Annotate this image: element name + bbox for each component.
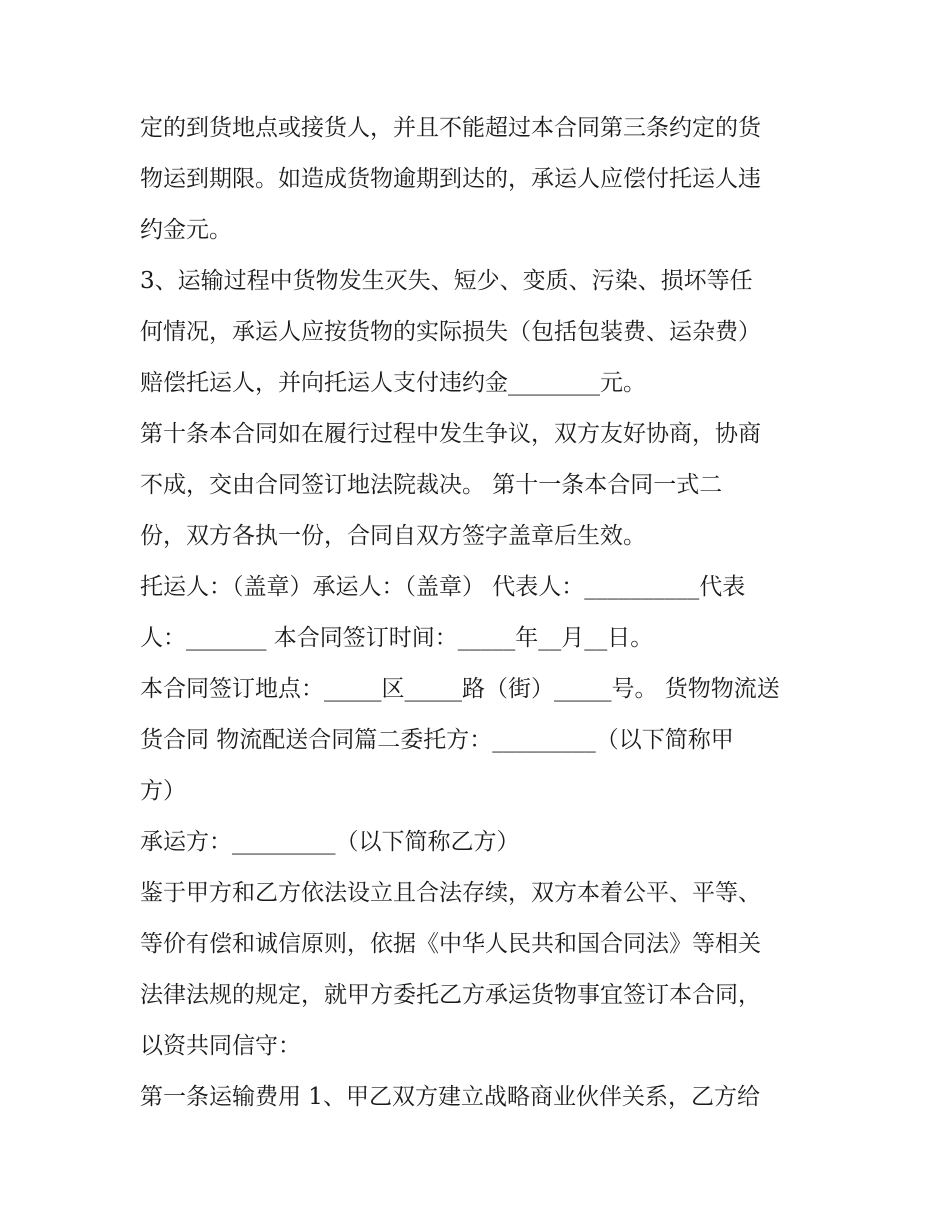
text-line: 份，双方各执一份，合同自双方签字盖章后生效。 — [140, 523, 646, 549]
text-line: 以资共同信守： — [140, 1033, 301, 1059]
text-line: 赔偿托运人，并向托运人支付违约金________元。 — [140, 370, 646, 396]
text-line: 货合同 物流配送合同篇二委托方：_________（以下简称甲 — [140, 727, 734, 753]
text-line: 等价有偿和诚信原则，依据《中华人民共和国合同法》等相关 — [140, 931, 761, 957]
text-line: 物运到期限。如造成货物逾期到达的，承运人应偿付托运人违 — [140, 166, 761, 192]
document-body — [140, 103, 820, 1123]
text-line: 3、运输过程中货物发生灭失、短少、变质、污染、损坏等任 — [140, 268, 753, 294]
text-line: 何情况，承运人应按货物的实际损失（包括包装费、运杂费） — [140, 319, 761, 345]
text-line: 不成，交由合同签订地法院裁决。 第十一条本合同一式二 — [140, 472, 723, 498]
text-line: 约金元。 — [140, 217, 232, 243]
text-line: 人：_______ 本合同签订时间：_____年__月__日。 — [140, 625, 654, 651]
text-line: 本合同签订地点：_____区_____路（街）_____号。 货物物流送 — [140, 676, 780, 702]
text-line: 法律法规的规定，就甲方委托乙方承运货物事宜签订本合同， — [140, 982, 761, 1008]
text-line: 第一条运输费用 1、甲乙双方建立战略商业伙伴关系，乙方给 — [140, 1084, 760, 1110]
text-line: 定的到货地点或接货人，并且不能超过本合同第三条约定的货 — [140, 115, 761, 141]
text-line: 鉴于甲方和乙方依法设立且合法存续，双方本着公平、平等、 — [140, 880, 761, 906]
text-line: 托运人：（盖章）承运人：（盖章） 代表人：__________代表 — [140, 574, 746, 600]
text-line: 方） — [140, 778, 186, 804]
text-line: 第十条本合同如在履行过程中发生争议，双方友好协商，协商 — [140, 421, 761, 447]
text-line: 承运方：_________（以下简称乙方） — [140, 829, 520, 855]
